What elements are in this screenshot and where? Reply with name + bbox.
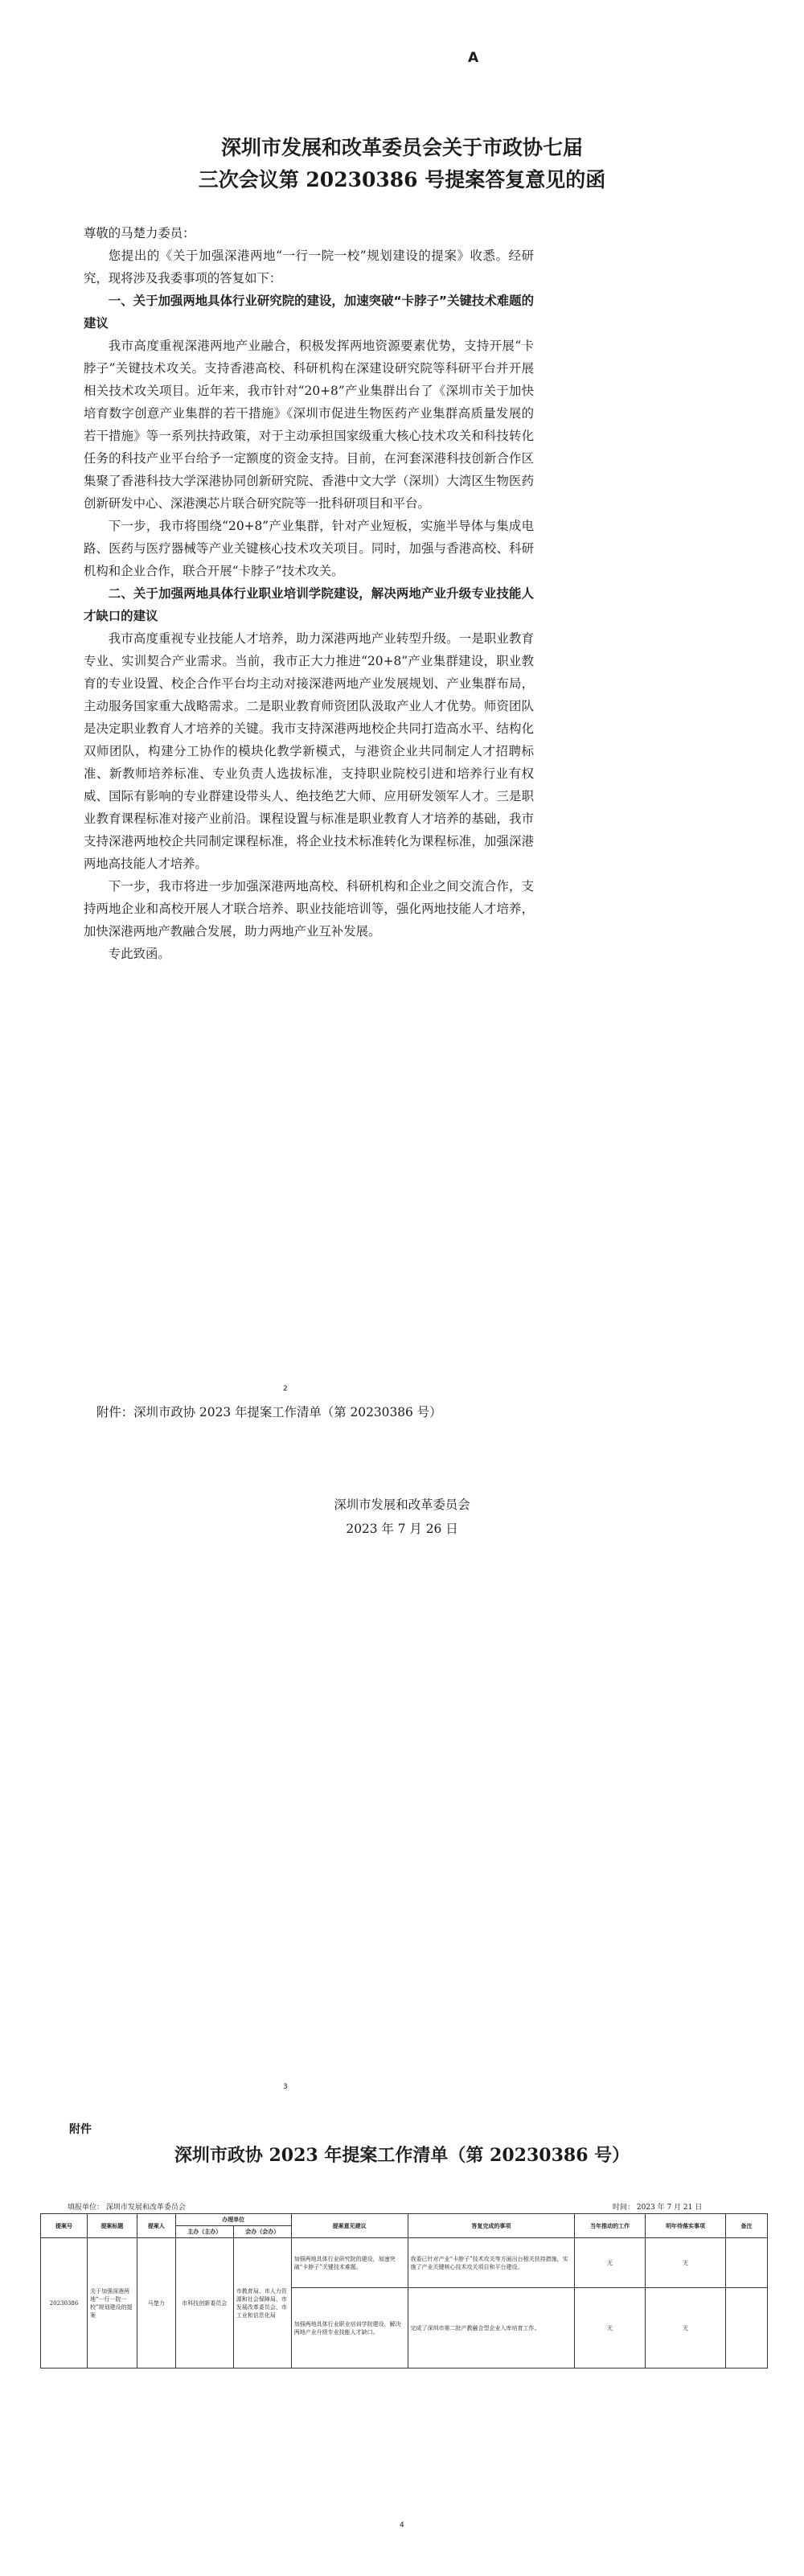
section-heading-2: 二、关于加强两地具体行业职业培训学院建设，解决两地产业升级专业技能人才缺口的建议 xyxy=(84,586,534,623)
body-paragraph-2: 下一步，我市将围绕“20+8”产业集群，针对产业短板，实施半导体与集成电路、医药与医疗器械等产业关键核心技术攻关项目。同时，加强与香港高校、科研机构和企业合作，联合开展“卡脖子”技术攻关。 xyxy=(84,519,534,578)
header-host: 主办（主办） xyxy=(175,2226,233,2238)
filing-date: 时间： 2023 年 7 月 21 日 xyxy=(613,2204,703,2212)
body-paragraph-3: 我市高度重视专业技能人才培养，助力深港两地产业转型升级。一是职业教育专业、实训契合产业需求。当前，我市正大力推进“20+8”产业集群建设，职业教育的专业设置、校企合作平台均主动对接深港两地产业发展规划、产业集群布局，主动服务国家重大战略需求。二是职业教育师资团队汲取产业人才优势。师资团队是决定职业教育人才培养的关键。我市支持深港两地校企共同打造高水平、结构化双师团队，构建分工协作的模块化教学新模式，与港资企业共同制定人才招聘标准、新教师培养标准、专业负责人选拔标准，支持职业院校引进和培养行业有权威、国际有影响的专业群建设带头人、绝技绝艺大师、应用研发领军人才。三是职业教育课程标准对接产业前沿。课程设置与标准是职业教育人才培养的基础，我市支持深港两地校企共同制定课程标准，将企业技术标准转化为课程标准，加强深港两地高技能人才培养。 xyxy=(84,631,534,871)
cell-host: 市科技创新委员会 xyxy=(175,2238,233,2369)
attachment-label: 附件 xyxy=(69,2123,92,2136)
letter-title-line2: 三次会议第 20230386 号提案答复意见的函 xyxy=(198,168,606,191)
header-handling-units: 办理单位 xyxy=(175,2214,291,2226)
page-number: 3 xyxy=(283,2083,288,2091)
cell-current-2: 无 xyxy=(575,2288,646,2369)
attachment-note: 附件：深圳市政协 2023 年提案工作清单（第 20230386 号） xyxy=(96,1405,442,1419)
intro-paragraph: 您提出的《关于加强深港两地“一行一院一校”规划建设的提案》收悉。经研究，现将涉及我委事项的答复如下： xyxy=(84,249,534,286)
header-suggestion: 提案意见建议 xyxy=(291,2214,408,2238)
cell-title: 关于加强深港两地“一行一院一校”规划建设的提案 xyxy=(87,2238,137,2369)
cell-next-2: 无 xyxy=(646,2288,726,2369)
body-paragraph-4: 下一步，我市将进一步加强深港两地高校、科研机构和企业之间交流合作，支持两地企业和高校开展人才联合培养、职业技能培训等，强化两地技能人才培养，加快深港两地产教融合发展，助力两地产业互补发展。 xyxy=(84,879,534,939)
cell-remarks-2 xyxy=(726,2288,768,2369)
body-paragraph-1: 我市高度重视深港两地产业融合，积极发挥两地资源要素优势，支持开展“卡脖子”关键技术攻关。支持香港高校、科研机构在深建设研究院等科研平台并开展相关技术攻关项目。近年来，我市针对“20+8”产业集群出台了《深圳市关于加快培育数字创意产业集群的若干措施》《深圳市促进生物医药产业集群高质量发展的若干措施》等一系列扶持政策，对于主动承担国家级重大核心技术攻关和科技转化任务的科技产业平台给予一定额度的资金支持。目前，在河套深港科技创新合作区集聚了香港科技大学深港协同创新研究院、香港中文大学（深圳）大湾区生物医药创新研发中心、深港澳芯片联合研究院等一批科研项目和平台。 xyxy=(84,339,534,511)
filing-org: 填报单位： 深圳市发展和改革委员会 xyxy=(68,2204,186,2212)
signature-org: 深圳市发展和改革委员会 xyxy=(334,1498,470,1512)
cell-current-1: 无 xyxy=(575,2238,646,2288)
cell-result-2: 完成了深圳市第二批产教融合型企业入库培育工作。 xyxy=(408,2288,575,2369)
page-number: 4 xyxy=(400,2521,404,2529)
document-grade-mark: A xyxy=(468,50,479,66)
cell-number: 20230386 xyxy=(41,2238,88,2369)
signature-date: 2023 年 7 月 26 日 xyxy=(346,1522,458,1536)
header-co: 会办（会办） xyxy=(233,2226,291,2238)
salutation: 尊敬的马楚力委员： xyxy=(84,226,195,240)
cell-suggestion-2: 加强两地具体行业职业培训学院建设，解决两地产业升级专业技能人才缺口。 xyxy=(291,2288,408,2369)
cell-proposer: 马楚力 xyxy=(137,2238,175,2369)
header-title: 提案标题 xyxy=(87,2214,137,2238)
letter-title-line1: 深圳市发展和改革委员会关于市政协七届 xyxy=(220,136,583,159)
cell-next-1: 无 xyxy=(646,2238,726,2288)
closing: 专此致函。 xyxy=(108,947,170,961)
cell-remarks-1 xyxy=(726,2238,768,2288)
section-heading-1: 一、关于加强两地具体行业研究院的建设，加速突破“卡脖子”关键技术难题的建议 xyxy=(84,294,534,331)
page-number: 2 xyxy=(283,1385,288,1393)
header-proposer: 提案人 xyxy=(137,2214,175,2238)
header-current-work: 当年推动的工作 xyxy=(575,2214,646,2238)
attachment-title: 深圳市政协 2023 年提案工作清单（第 20230386 号） xyxy=(174,2145,630,2166)
header-remarks: 备注 xyxy=(726,2214,768,2238)
proposal-work-table xyxy=(40,2213,768,2369)
header-next-year: 明年待落实事项 xyxy=(646,2214,726,2238)
header-number: 提案号 xyxy=(41,2214,88,2238)
cell-co: 市教育局、市人力资源和社会保障局、市发展改革委员会、市工业和信息化局 xyxy=(233,2238,291,2369)
letter-title xyxy=(64,132,740,196)
table-row xyxy=(41,2238,768,2288)
cell-suggestion-1: 加强两地具体行业研究院的建设，加速突破“卡脖子”关键技术难题。 xyxy=(291,2238,408,2288)
letter-body xyxy=(84,222,534,965)
header-completed: 答复完成的事项 xyxy=(408,2214,575,2238)
table-header-row xyxy=(41,2214,768,2226)
cell-result-1: 我委已针对产业“卡脖子”技术攻关等方面出台相关扶持措施，实施了产业关键核心技术攻关项目和平台建设。 xyxy=(408,2238,575,2288)
signature-block xyxy=(241,1493,563,1541)
